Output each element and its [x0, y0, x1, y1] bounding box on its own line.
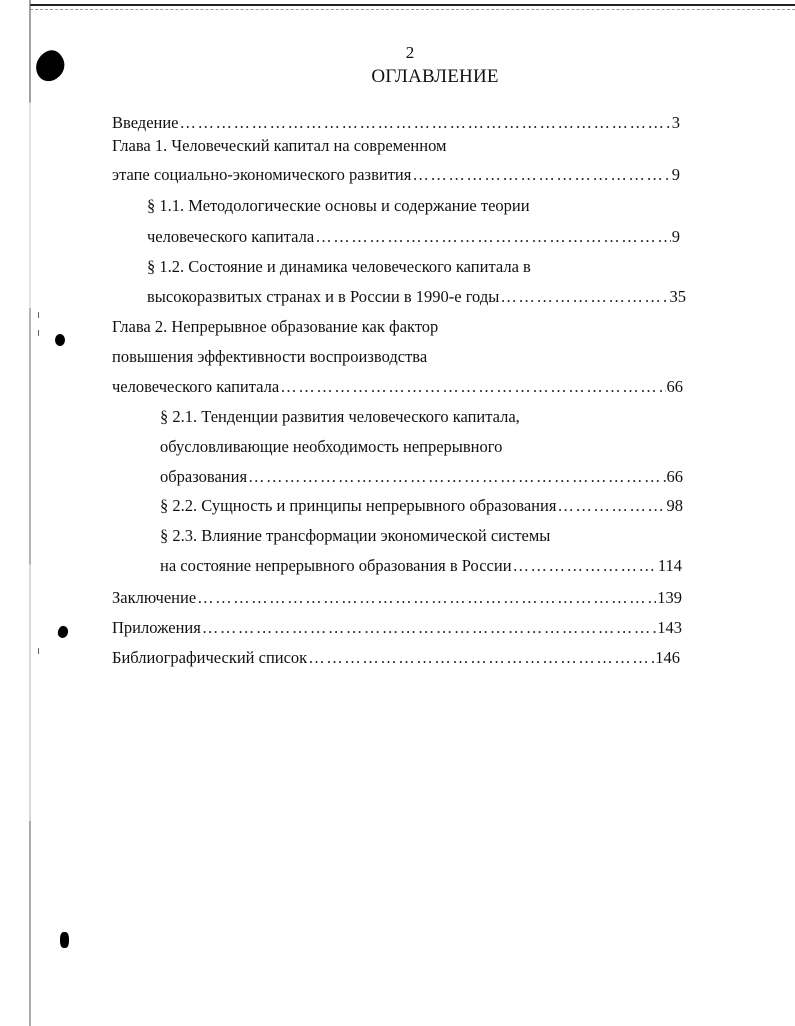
toc-page-number: 9: [671, 227, 680, 246]
toc-entry-section-2-3[interactable]: [160, 556, 682, 576]
toc-entry-chapter2-line2[interactable]: повышения эффективности воспроизводства: [112, 347, 428, 366]
leader-dots: [280, 377, 665, 397]
leader-dots: [315, 227, 671, 247]
toc-entry-text: образования: [160, 467, 248, 486]
scan-border-left: [29, 0, 31, 1026]
scan-border-top: [30, 4, 795, 6]
scan-speck: [38, 330, 39, 336]
toc-page-number: 3: [671, 113, 680, 132]
toc-entry-text: на состояние непрерывного образования в России: [160, 556, 512, 575]
ink-blot: [55, 334, 65, 346]
toc-entry-chapter2-line1[interactable]: Глава 2. Непрерывное образование как фактор: [112, 317, 439, 336]
toc-page-number: 9: [671, 165, 680, 184]
toc-entry-text: человеческого капитала: [147, 227, 315, 246]
toc-entry-text: высокоразвитых странах и в России в 1990-е годы: [147, 287, 500, 306]
toc-entry-text: Заключение: [112, 588, 197, 607]
toc-entry-section-2-2[interactable]: [160, 496, 683, 516]
toc-page-number: 35: [669, 287, 686, 306]
toc-entry-section-2-1-line2[interactable]: обусловливающие необходимость непрерывного: [160, 437, 503, 456]
toc-page-number: 139: [657, 588, 682, 607]
leader-dots: [500, 287, 668, 307]
leader-dots: [308, 648, 654, 668]
toc-entry-text: Введение: [112, 113, 179, 132]
leader-dots: [197, 588, 656, 608]
ink-blot: [60, 932, 69, 948]
leader-dots: [557, 496, 665, 516]
toc-entry-section-1-2[interactable]: [147, 287, 686, 307]
leader-dots: [248, 467, 665, 487]
toc-entry-section-1-1[interactable]: [147, 227, 680, 247]
toc-page-number: 66: [666, 467, 683, 486]
toc-entry-section-2-1[interactable]: [160, 467, 683, 487]
leader-dots: [412, 165, 670, 185]
toc-entry-chapter1-line1[interactable]: Глава 1. Человеческий капитал на современном: [112, 136, 447, 155]
ink-blot: [30, 46, 71, 86]
ink-blot: [56, 625, 70, 640]
leader-dots: [180, 113, 671, 133]
toc-entry-text: человеческого капитала: [112, 377, 280, 396]
toc-entry-intro[interactable]: [112, 113, 680, 133]
toc-entry-section-1-1-line1[interactable]: § 1.1. Методологические основы и содержание теории: [147, 196, 530, 215]
toc-entry-chapter2[interactable]: [112, 377, 683, 397]
scan-border-top-faint: [30, 9, 795, 11]
toc-page-number: 98: [666, 496, 683, 515]
toc-entry-chapter1[interactable]: [112, 165, 680, 185]
leader-dots: [513, 556, 657, 576]
toc-page-number: 66: [666, 377, 683, 396]
toc-entry-section-2-3-line1[interactable]: § 2.3. Влияние трансформации экономической системы: [160, 526, 551, 545]
toc-entry-section-2-1-line1[interactable]: § 2.1. Тенденции развития человеческого капитала,: [160, 407, 520, 426]
toc-entry-appendix[interactable]: [112, 618, 682, 638]
toc-entry-text: Библиографический список: [112, 648, 308, 667]
toc-page-number: 146: [655, 648, 680, 667]
toc-page-number: 114: [657, 556, 682, 575]
toc-page-number: 143: [657, 618, 682, 637]
page-title: ОГЛАВЛЕНИЕ: [371, 66, 499, 87]
toc-entry-text: § 2.2. Сущность и принципы непрерывного образования: [160, 496, 557, 515]
toc-entry-bibliography[interactable]: [112, 648, 680, 668]
scan-speck: [38, 648, 39, 654]
toc-entry-text: этапе социально-экономического развития: [112, 165, 412, 184]
toc-entry-text: Приложения: [112, 618, 201, 637]
page-number: 2: [405, 43, 415, 62]
toc-entry-section-1-2-line1[interactable]: § 1.2. Состояние и динамика человеческого капитала в: [147, 257, 531, 276]
scan-speck: [38, 312, 39, 318]
toc-entry-conclusion[interactable]: [112, 588, 682, 608]
leader-dots: [202, 618, 656, 638]
